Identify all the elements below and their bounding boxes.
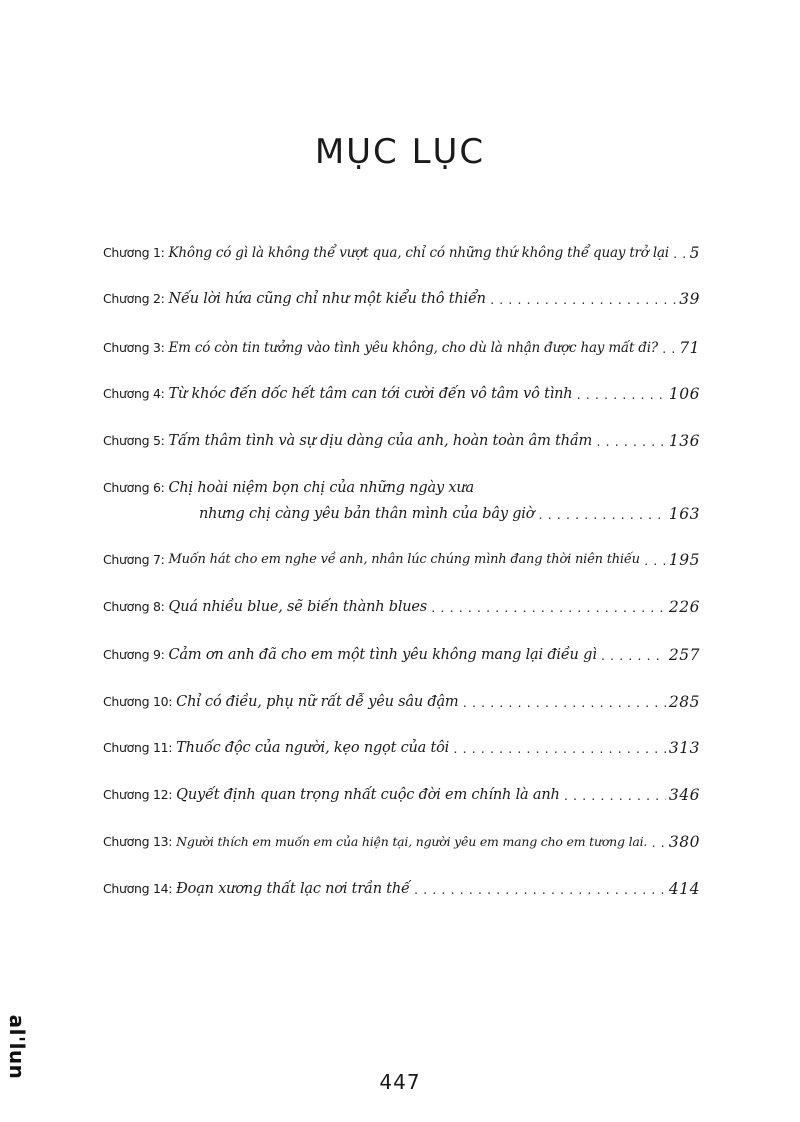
chapter-label: Chương 6: <box>103 480 165 495</box>
chapter-label: Chương 13: <box>103 834 173 849</box>
leader-dots <box>413 883 666 899</box>
chapter-page: 71 <box>679 339 700 357</box>
toc-entry-11 <box>103 738 700 758</box>
chapter-label: Chương 4: <box>103 386 165 401</box>
chapter-page: 5 <box>689 244 700 262</box>
chapter-page: 136 <box>668 432 700 450</box>
chapter-title: Em có còn tin tưởng vào tình yêu không, cho dù là nhận được hay mất đi? <box>168 340 658 356</box>
chapter-page: 313 <box>668 739 700 757</box>
toc-entry-6 <box>103 478 700 524</box>
chapter-title: Nếu lời hứa cũng chỉ như một kiểu thô thiển <box>168 291 486 307</box>
page-title: MỤC LỤC <box>314 132 486 172</box>
chapter-label: Chương 10: <box>103 694 173 709</box>
leader-dots <box>600 649 666 665</box>
chapter-label: Chương 3: <box>103 340 165 355</box>
toc-entry-12 <box>103 785 700 805</box>
toc-entry-7 <box>103 550 700 570</box>
chapter-page: 226 <box>668 598 700 616</box>
toc-entry-13 <box>103 832 700 852</box>
chapter-page: 163 <box>668 505 700 523</box>
chapter-title: Cảm ơn anh đã cho em một tình yêu không mang lại điều gì <box>168 647 597 663</box>
leader-dots <box>489 293 676 309</box>
toc-entry-1 <box>103 243 700 263</box>
leader-dots <box>575 388 665 404</box>
chapter-label: Chương 1: <box>103 245 165 260</box>
publisher-logo-text: al'lun <box>5 1014 29 1080</box>
chapter-label: Chương 12: <box>103 787 173 802</box>
page-number: 447 <box>379 1070 421 1094</box>
chapter-label: Chương 5: <box>103 433 165 448</box>
leader-dots <box>643 554 666 570</box>
toc-entry-8 <box>103 597 700 617</box>
leader-dots <box>650 836 666 852</box>
chapter-title: Quá nhiều blue, sẽ biến thành blues <box>168 599 428 615</box>
leader-dots <box>537 508 666 524</box>
toc-entry-14 <box>103 879 700 899</box>
chapter-page: 195 <box>668 551 700 569</box>
chapter-page: 257 <box>668 646 700 664</box>
chapter-title: Từ khóc đến dốc hết tâm can tới cười đến vô tâm vô tình <box>168 386 573 402</box>
chapter-page: 285 <box>668 693 700 711</box>
toc-entry-4 <box>103 384 700 404</box>
chapter-label: Chương 11: <box>103 740 173 755</box>
chapter-title-continued: nhưng chị càng yêu bản thân mình của bây giờ <box>199 506 535 522</box>
chapter-title: Đoạn xương thất lạc nơi trần thế <box>176 881 410 897</box>
leader-dots <box>595 435 666 451</box>
chapter-page: 39 <box>679 290 700 308</box>
chapter-label: Chương 14: <box>103 881 173 896</box>
chapter-page: 346 <box>668 786 700 804</box>
leader-dots <box>461 696 665 712</box>
chapter-title: Muốn hát cho em nghe về anh, nhân lúc chúng mình đang thời niên thiếu <box>168 552 640 567</box>
leader-dots <box>672 247 687 263</box>
leader-dots <box>563 789 666 805</box>
chapter-title: Chỉ có điều, phụ nữ rất dễ yêu sâu đậm <box>176 694 459 710</box>
leader-dots <box>430 601 666 617</box>
chapter-label: Chương 9: <box>103 647 165 662</box>
toc-entry-10 <box>103 692 700 712</box>
chapter-title: Thuốc độc của người, kẹo ngọt của tôi <box>176 740 450 756</box>
chapter-title: Quyết định quan trọng nhất cuộc đời em chính là anh <box>176 787 560 803</box>
chapter-title: Người thích em muốn em của hiện tại, người yêu em mang cho em tương lai. <box>176 834 648 849</box>
toc-entry-5 <box>103 431 700 451</box>
chapter-title: Chị hoài niệm bọn chị của những ngày xưa <box>168 480 474 496</box>
chapter-page: 380 <box>668 833 700 851</box>
toc-entry-9 <box>103 645 700 665</box>
chapter-title: Tấm thâm tình và sự dịu dàng của anh, hoàn toàn âm thầm <box>168 433 593 449</box>
chapter-title: Không có gì là không thể vượt qua, chỉ có những thứ không thể quay trở lại <box>168 245 669 261</box>
chapter-label: Chương 8: <box>103 599 165 614</box>
chapter-page: 106 <box>668 385 700 403</box>
chapter-label: Chương 7: <box>103 552 165 567</box>
leader-dots <box>661 342 676 358</box>
chapter-page: 414 <box>668 880 700 898</box>
chapter-label: Chương 2: <box>103 291 165 306</box>
leader-dots <box>452 742 666 758</box>
toc-entry-3 <box>103 338 700 358</box>
toc-entry-2 <box>103 289 700 309</box>
